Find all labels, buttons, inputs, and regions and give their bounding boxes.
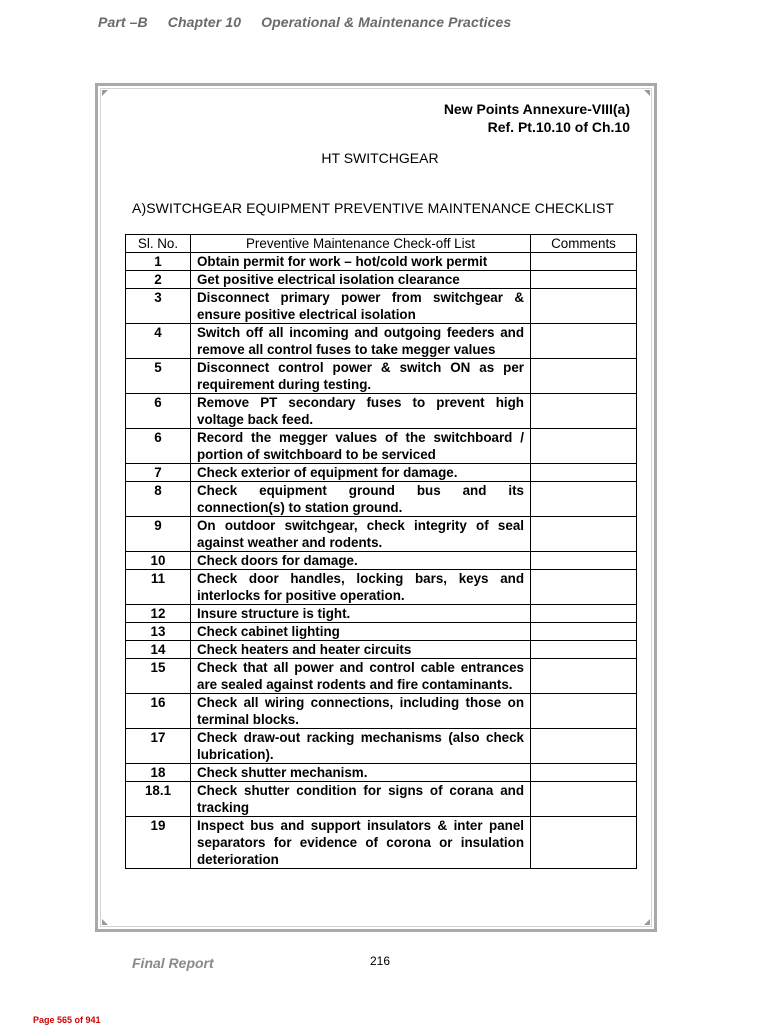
table-row	[126, 623, 637, 641]
page-number: 216	[370, 954, 391, 968]
checklist-item-cell: Check draw-out racking mechanisms (also check lubrication).	[191, 729, 531, 764]
header-chapter: Chapter 10	[167, 14, 242, 30]
comments-cell[interactable]	[531, 429, 637, 464]
table-row	[126, 271, 637, 289]
table-row	[126, 764, 637, 782]
sl-no-cell: 6	[126, 429, 191, 464]
comments-cell[interactable]	[531, 552, 637, 570]
checklist-item-cell: Check equipment ground bus and its connection(s) to station ground.	[191, 482, 531, 517]
checklist-item-cell: Inspect bus and support insulators & inter panel separators for evidence of corona or insulation deterioration	[191, 817, 531, 869]
corner-ornament	[644, 919, 650, 925]
sl-no-cell: 3	[126, 289, 191, 324]
sl-no-cell: 5	[126, 359, 191, 394]
footer-report-label: Final Report	[132, 955, 214, 971]
running-header	[98, 14, 527, 30]
table-row	[126, 729, 637, 764]
sl-no-cell: 15	[126, 659, 191, 694]
maintenance-checklist-table	[125, 234, 637, 869]
table-row	[126, 782, 637, 817]
comments-cell[interactable]	[531, 271, 637, 289]
checklist-item-cell: Switch off all incoming and outgoing feeders and remove all control fuses to take megger values	[191, 324, 531, 359]
comments-cell[interactable]	[531, 659, 637, 694]
sl-no-cell: 10	[126, 552, 191, 570]
sl-no-cell: 2	[126, 271, 191, 289]
comments-cell[interactable]	[531, 289, 637, 324]
comments-cell[interactable]	[531, 570, 637, 605]
comments-cell[interactable]	[531, 605, 637, 623]
comments-cell[interactable]	[531, 482, 637, 517]
comments-cell[interactable]	[531, 764, 637, 782]
checklist-item-cell: Remove PT secondary fuses to prevent high voltage back feed.	[191, 394, 531, 429]
sl-no-cell: 18	[126, 764, 191, 782]
table-row	[126, 394, 637, 429]
checklist-item-cell: Record the megger values of the switchboard / portion of switchboard to be serviced	[191, 429, 531, 464]
sl-no-cell: 4	[126, 324, 191, 359]
comments-cell[interactable]	[531, 623, 637, 641]
sl-no-cell: 7	[126, 464, 191, 482]
table-row	[126, 289, 637, 324]
header-part: Part –B	[98, 14, 148, 30]
annexure-reference	[444, 100, 630, 136]
comments-cell[interactable]	[531, 782, 637, 817]
checklist-item-cell: Disconnect control power & switch ON as per requirement during testing.	[191, 359, 531, 394]
checklist-item-cell: Check shutter mechanism.	[191, 764, 531, 782]
column-header-checklist: Preventive Maintenance Check-off List	[191, 235, 531, 253]
sl-no-cell: 17	[126, 729, 191, 764]
comments-cell[interactable]	[531, 817, 637, 869]
sl-no-cell: 1	[126, 253, 191, 271]
document-title: HT SWITCHGEAR	[321, 150, 439, 166]
table-row	[126, 253, 637, 271]
table-row	[126, 659, 637, 694]
comments-cell[interactable]	[531, 641, 637, 659]
sl-no-cell: 8	[126, 482, 191, 517]
section-title: A)SWITCHGEAR EQUIPMENT PREVENTIVE MAINTENANCE CHECKLIST	[132, 200, 615, 216]
table-row	[126, 817, 637, 869]
comments-cell[interactable]	[531, 253, 637, 271]
table-row	[126, 641, 637, 659]
checklist-item-cell: Get positive electrical isolation clearance	[191, 271, 531, 289]
sl-no-cell: 16	[126, 694, 191, 729]
comments-cell[interactable]	[531, 694, 637, 729]
table-row	[126, 482, 637, 517]
checklist-item-cell: Obtain permit for work – hot/cold work permit	[191, 253, 531, 271]
comments-cell[interactable]	[531, 359, 637, 394]
page-of-total: Page 565 of 941	[33, 1015, 101, 1025]
sl-no-cell: 14	[126, 641, 191, 659]
sl-no-cell: 6	[126, 394, 191, 429]
checklist-item-cell: Disconnect primary power from switchgear & ensure positive electrical isolation	[191, 289, 531, 324]
comments-cell[interactable]	[531, 517, 637, 552]
checklist-item-cell: Check door handles, locking bars, keys and interlocks for positive operation.	[191, 570, 531, 605]
corner-ornament	[102, 90, 108, 96]
checklist-item-cell: Check all wiring connections, including those on terminal blocks.	[191, 694, 531, 729]
table-row	[126, 324, 637, 359]
table-row	[126, 429, 637, 464]
table-header-row	[126, 235, 637, 253]
column-header-comments: Comments	[531, 235, 637, 253]
corner-ornament	[102, 919, 108, 925]
comments-cell[interactable]	[531, 464, 637, 482]
checklist-item-cell: Check heaters and heater circuits	[191, 641, 531, 659]
column-header-sl-no: Sl. No.	[126, 235, 191, 253]
annexure-title: New Points Annexure-VIII(a)	[443, 101, 630, 117]
table-row	[126, 552, 637, 570]
table-row	[126, 605, 637, 623]
checklist-item-cell: Check shutter condition for signs of corana and tracking	[191, 782, 531, 817]
table-row	[126, 570, 637, 605]
checklist-item-cell: Check exterior of equipment for damage.	[191, 464, 531, 482]
corner-ornament	[644, 90, 650, 96]
sl-no-cell: 13	[126, 623, 191, 641]
checklist-item-cell: Check doors for damage.	[191, 552, 531, 570]
sl-no-cell: 19	[126, 817, 191, 869]
sl-no-cell: 9	[126, 517, 191, 552]
sl-no-cell: 11	[126, 570, 191, 605]
table-row	[126, 359, 637, 394]
sl-no-cell: 12	[126, 605, 191, 623]
table-row	[126, 694, 637, 729]
checklist-item-cell: Check cabinet lighting	[191, 623, 531, 641]
comments-cell[interactable]	[531, 324, 637, 359]
table-row	[126, 464, 637, 482]
annexure-ref: Ref. Pt.10.10 of Ch.10	[487, 119, 630, 135]
checklist-item-cell: Insure structure is tight.	[191, 605, 531, 623]
checklist-item-cell: On outdoor switchgear, check integrity of seal against weather and rodents.	[191, 517, 531, 552]
checklist-item-cell: Check that all power and control cable entrances are sealed against rodents and fire contaminants.	[191, 659, 531, 694]
table-row	[126, 517, 637, 552]
sl-no-cell: 18.1	[126, 782, 191, 817]
header-title: Operational & Maintenance Practices	[261, 14, 512, 30]
comments-cell[interactable]	[531, 394, 637, 429]
comments-cell[interactable]	[531, 729, 637, 764]
table-body	[126, 253, 637, 869]
